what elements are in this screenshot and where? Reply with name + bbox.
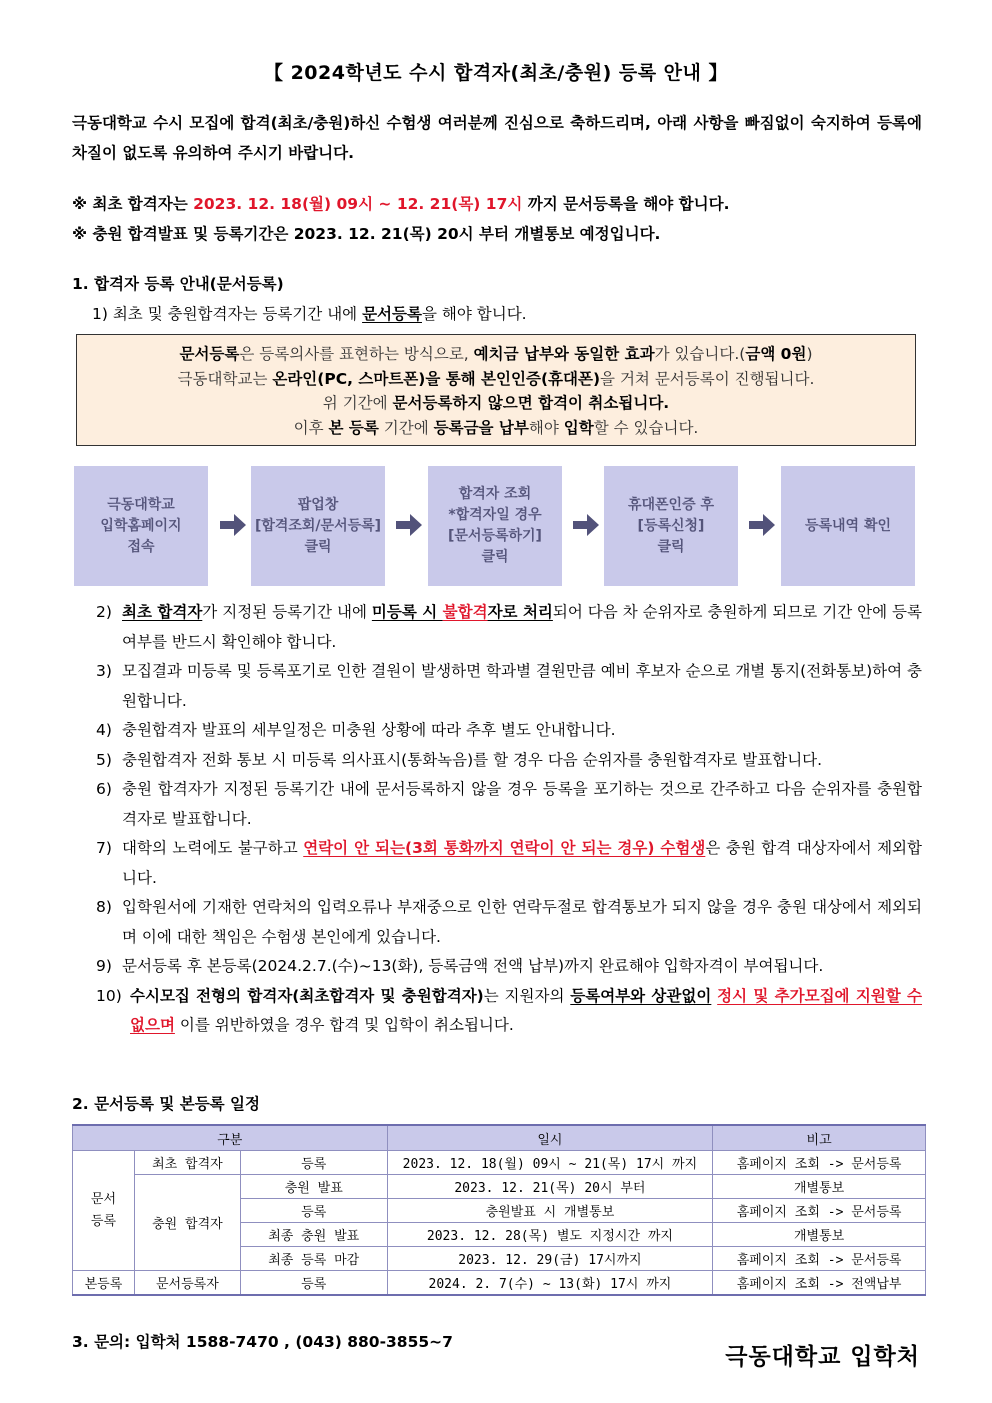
arrow-right-icon	[218, 512, 248, 538]
subgroup-first: 최초 합격자	[134, 1151, 240, 1175]
list-item: 4) 충원합격자 발표의 세부일정은 미충원 상황에 따라 추후 별도 안내합니다.	[96, 721, 616, 739]
group-final-registration: 본등록	[73, 1271, 135, 1296]
table-cell: 최종 등록 마감	[240, 1247, 387, 1271]
table-cell: 홈페이지 조회 -> 문서등록	[713, 1199, 926, 1223]
flow-step-3: 합격자 조회 *합격자일 경우 [문서등록하기] 클릭	[428, 466, 562, 586]
notice-fill-registration: ※ 충원 합격발표 및 등록기간은 2023. 12. 21(목) 20시 부터 개별통보 예정입니다.	[72, 225, 661, 243]
list-item: 7) 대학의 노력에도 불구하고 연락이 안 되는(3회 통화까지 연락이 안 되는 경우) 수험생은 충원 합격 대상자에서 제외합니다.	[96, 839, 922, 887]
document-registration-info-box: 문서등록은 등록의사를 표현하는 방식으로, 예치금 납부와 동일한 효과가 있습니다.(금액 0원) 극동대학교는 온라인(PC, 스마트폰)을 통해 본인인증(휴대폰)을 거쳐 문서등록이 진행됩니다. 위 기간에 문서등록하지 않으면 합격이 취소됩니다. 이후 본 등록 기간에 등록금을 납부해야 입학할 수 있습니다.	[76, 334, 916, 446]
intro-paragraph: 극동대학교 수시 모집에 합격(최초/충원)하신 수험생 여러분께 진심으로 축하드리며, 아래 사항을 빠짐없이 숙지하여 등록에 차질이 없도록 유의하여 주시기 바랍니다.	[72, 114, 922, 162]
table-cell: 2023. 12. 18(월) 09시 ~ 21(목) 17시 까지	[387, 1151, 713, 1175]
table-cell: 2023. 12. 29(금) 17시까지	[387, 1247, 713, 1271]
list-item: 9) 문서등록 후 본등록(2024.2.7.(수)~13(화), 등록금액 전액 납부)까지 완료해야 입학자격이 부여됩니다.	[96, 957, 824, 975]
table-cell: 등록	[240, 1271, 387, 1296]
section1-item1: 1) 최초 및 충원합격자는 등록기간 내에 문서등록을 해야 합니다.	[92, 305, 527, 323]
schedule-table	[72, 1124, 926, 1296]
flow-step-5: 등록내역 확인	[781, 466, 915, 586]
table-cell: 2023. 12. 28(목) 별도 지정시간 까지	[387, 1223, 713, 1247]
table-cell: 2023. 12. 21(목) 20시 부터	[387, 1175, 713, 1199]
page-title: 【 2024학년도 수시 합격자(최초/충원) 등록 안내 】	[263, 62, 729, 84]
table-cell: 충원발표 시 개별통보	[387, 1199, 713, 1223]
table-cell: 홈페이지 조회 -> 전액납부	[713, 1271, 926, 1296]
subgroup-doc-registrant: 문서등록자	[134, 1271, 240, 1296]
notice-first-registration: ※ 최초 합격자는 2023. 12. 18(월) 09시 ~ 12. 21(목) 17시 까지 문서등록을 해야 합니다.	[72, 195, 730, 213]
arrow-right-icon	[571, 512, 601, 538]
arrow-right-icon	[394, 512, 424, 538]
list-item: 2) 최초 합격자가 지정된 등록기간 내에 미등록 시 불합격자로 처리되어 다음 차 순위자로 충원하게 되므로 기간 안에 등록여부를 반드시 확인해야 합니다.	[96, 603, 922, 651]
signature: 극동대학교 입학처	[725, 1344, 920, 1370]
list-item: 6) 충원 합격자가 지정된 등록기간 내에 문서등록하지 않을 경우 등록을 포기하는 것으로 간주하고 다음 순위자를 충원합격자로 발표합니다.	[96, 780, 922, 828]
list-item: 10) 수시모집 전형의 합격자(최초합격자 및 충원합격자)는 지원자의 등록여부와 상관없이 정시 및 추가모집에 지원할 수 없으며 이를 위반하였을 경우 합격 및 입학이 취소됩니다.	[96, 986, 923, 1034]
section2-heading: 2. 문서등록 및 본등록 일정	[72, 1095, 260, 1113]
table-cell: 개별통보	[713, 1175, 926, 1199]
table-cell: 최종 충원 발표	[240, 1223, 387, 1247]
table-row	[73, 1151, 926, 1175]
header-note: 비고	[713, 1125, 926, 1151]
flow-step-1: 극동대학교 입학홈페이지 접속	[74, 466, 208, 586]
table-cell: 등록	[240, 1151, 387, 1175]
list-item: 8) 입학원서에 기재한 연락처의 입력오류나 부재중으로 인한 연락두절로 합격통보가 되지 않을 경우 충원 대상에서 제외되며 이에 대한 책임은 수험생 본인에게 있습니다.	[96, 898, 922, 946]
table-cell: 개별통보	[713, 1223, 926, 1247]
table-row	[73, 1271, 926, 1296]
header-datetime: 일시	[387, 1125, 713, 1151]
subgroup-fill: 충원 합격자	[134, 1175, 240, 1271]
list-item: 3) 모집결과 미등록 및 등록포기로 인한 결원이 발생하면 학과별 결원만큼 예비 후보자 순으로 개별 통지(전화통보)하여 충원합니다.	[96, 662, 922, 710]
flow-step-2: 팝업창 [합격조회/문서등록] 클릭	[251, 466, 385, 586]
table-cell: 홈페이지 조회 -> 문서등록	[713, 1247, 926, 1271]
section1-heading: 1. 합격자 등록 안내(문서등록)	[72, 275, 284, 293]
table-header-row	[73, 1125, 926, 1151]
list-item: 5) 충원합격자 전화 통보 시 미등록 의사표시(통화녹음)를 할 경우 다음 순위자를 충원합격자로 발표합니다.	[96, 750, 823, 769]
group-document-registration: 문서 등록	[73, 1151, 135, 1271]
table-cell: 2024. 2. 7(수) ~ 13(화) 17시 까지	[387, 1271, 713, 1296]
arrow-right-icon	[747, 512, 777, 538]
table-cell: 홈페이지 조회 -> 문서등록	[713, 1151, 926, 1175]
table-cell: 충원 발표	[240, 1175, 387, 1199]
registration-flow	[74, 466, 916, 586]
contact-info: 3. 문의: 입학처 1588-7470 , (043) 880-3855~7	[72, 1333, 453, 1351]
section1-item-list	[96, 598, 922, 1041]
table-cell: 등록	[240, 1199, 387, 1223]
table-row	[73, 1175, 926, 1199]
header-category: 구분	[73, 1125, 388, 1151]
flow-step-4: 휴대폰인증 후 [등록신청] 클릭	[604, 466, 738, 586]
